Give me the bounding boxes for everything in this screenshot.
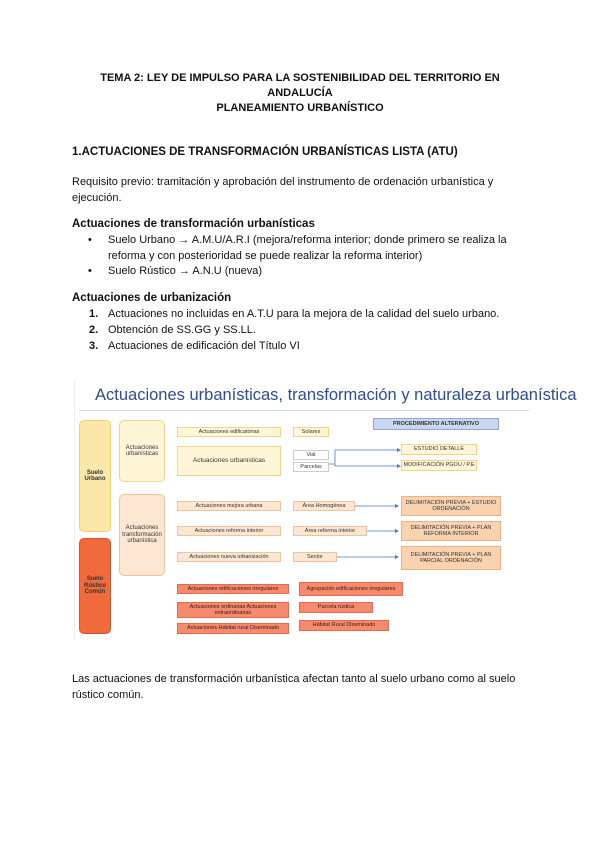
list-item <box>72 306 532 322</box>
suelo-urbano-box: Suelo Urbano <box>79 420 111 532</box>
document-title-line2: ANDALUCÍA <box>267 87 333 99</box>
urbanizacion-heading: Actuaciones de urbanización <box>72 292 232 304</box>
act-urbanisticas-box: Actuaciones urbanísticas <box>119 420 165 482</box>
act-transformacion-box: Actuaciones transformación urbanística <box>119 494 165 576</box>
sector-box: Sector <box>293 552 337 562</box>
area-reforma-box: Área reforma interior <box>293 526 367 536</box>
document-title-line3: PLANEAMIENTO URBANÍSTICO <box>216 102 384 114</box>
list-text: Actuaciones de edificación del Título VI <box>108 340 300 352</box>
list-number: 1. <box>89 308 99 320</box>
requisito-paragraph: Requisito previo: tramitación y aprobación del instrumento de ordenación urbanística y ejecución. <box>72 176 494 204</box>
delim-estudio-box: DELIMITACIÓN PREVIA + ESTUDIO ORDENACIÓN <box>401 496 501 516</box>
area-homogenea-box: Área Homogénea <box>293 501 355 511</box>
agrupacion-irregulares-box: Agrupación edificaciones irregulares <box>299 582 403 596</box>
estudio-detalle-box: ESTUDIO DETALLE <box>401 444 477 455</box>
list-item: • Suelo Urbano → A.M.U/A.R.I (mejora/reforma interior; donde primero se realiza la reforma y con posterioridad se puede realizar la reforma interior) <box>72 233 532 264</box>
section-heading: 1.ACTUACIONES DE TRANSFORMACIÓN URBANÍSTICAS LISTA (ATU) <box>72 146 458 158</box>
act-habitat-box: Actuaciones Hábitat rural Diseminado <box>177 623 289 634</box>
list-text: Obtención de SS.GG y SS.LL. <box>108 324 256 336</box>
list-item <box>72 338 532 354</box>
modificacion-box: MODIFICACIÓN PGOU / P.E <box>401 460 477 471</box>
act-urbanisticas-inner-box: Actuaciones urbanísticas <box>177 446 281 476</box>
conclusion-paragraph: Las actuaciones de transformación urbanística afectan tanto al suelo urbano como al suelo rústico común. <box>72 673 516 701</box>
act-ordinarias-box: Actuaciones ordinarias Actuaciones extraordinarias <box>177 602 289 618</box>
edificatorias-box: Actuaciones edificatorias <box>177 427 281 437</box>
delim-ppo-box: DELIMITACIÓN PREVIA + PLAN PARCIAL ORDENACIÓN <box>401 546 501 570</box>
parcela-rustica-box: Parcela rústica <box>299 602 373 613</box>
act-edif-irregulares-box: Actuaciones edificaciones irregulares <box>177 584 289 594</box>
list-item: • Suelo Rústico → A.N.U (nueva) <box>72 264 532 280</box>
vial-box: Vial <box>293 450 329 460</box>
list-text: Actuaciones no incluidas en A.T.U para la mejora de la calidad del suelo urbano. <box>108 308 500 320</box>
document-title-line1: TEMA 2: LEY DE IMPULSO PARA LA SOSTENIBILIDAD DEL TERRITORIO EN <box>100 72 500 84</box>
act-nueva-box: Actuaciones nueva urbanización <box>177 552 281 562</box>
parcelas-box: Parcelas <box>293 462 329 472</box>
act-mejora-box: Actuaciones mejora urbana <box>177 501 281 511</box>
transformacion-heading: Actuaciones de transformación urbanísticas <box>72 218 315 230</box>
transformacion-list <box>72 233 532 280</box>
delim-pri-box: DELIMITACIÓN PREVIA + PLAN REFORMA INTERIOR <box>401 521 501 541</box>
suelo-rustico-box: Suelo Rústico Común <box>79 538 111 634</box>
diagram-title: Actuaciones urbanísticas, transformación y naturaleza urbanística <box>95 386 577 404</box>
list-item <box>72 322 532 338</box>
habitat-rural-box: Hábitat Rural Diseminado <box>299 620 389 631</box>
list-number: 2. <box>89 324 99 336</box>
procedimiento-alternativo-box: PROCEDIMIENTO ALTERNATIVO <box>373 418 499 430</box>
urbanizacion-list <box>72 306 532 354</box>
solares-box: Solares <box>293 427 329 437</box>
act-reforma-box: Actuaciones reforma interior <box>177 526 281 536</box>
list-number: 3. <box>89 340 99 352</box>
actuaciones-diagram <box>74 380 577 640</box>
